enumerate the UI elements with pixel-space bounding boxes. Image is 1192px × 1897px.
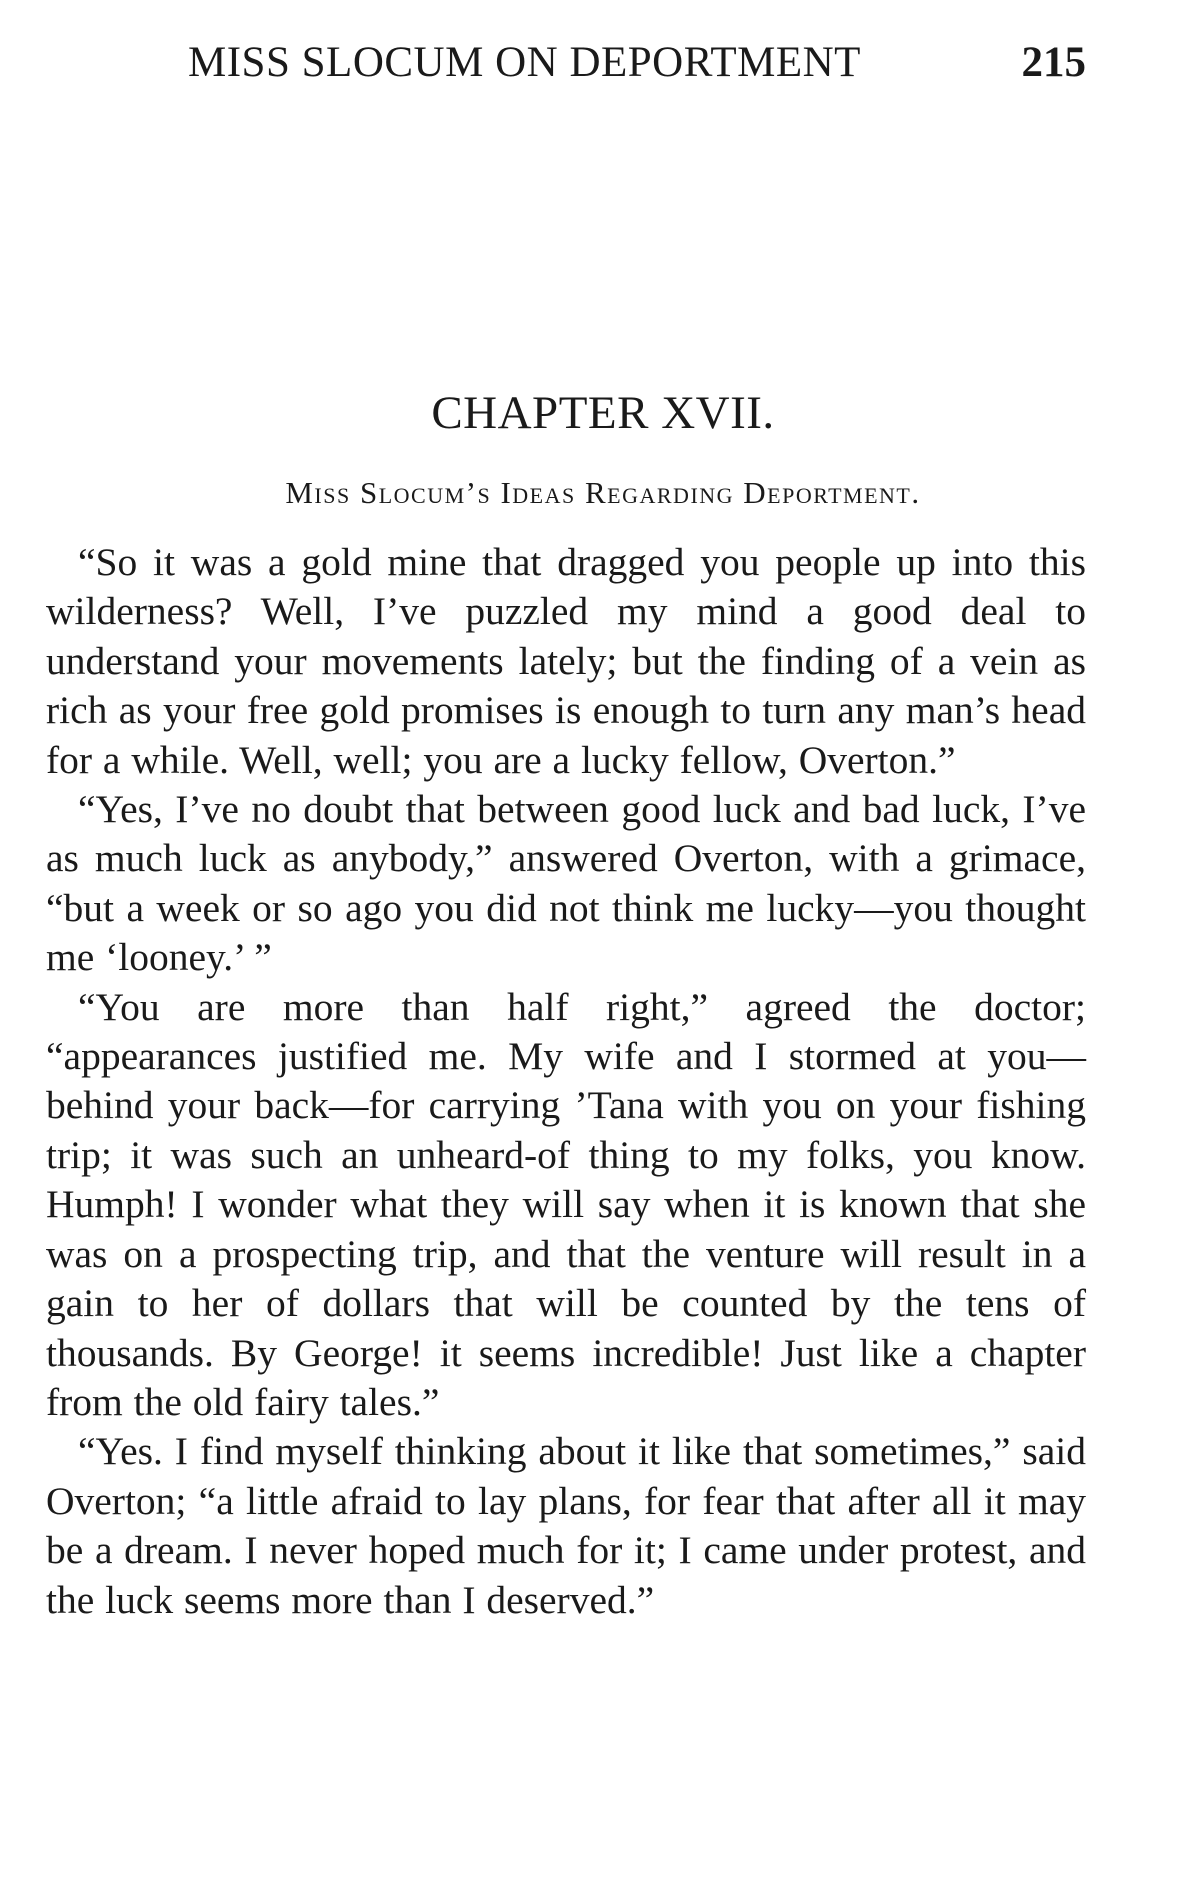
- running-head: [46, 38, 1086, 98]
- page-number: 215: [1021, 39, 1086, 86]
- paragraph: “Yes. I find myself thinking about it like that sometimes,” said Overton; “a little afraid to lay plans, for fear that after all it may be a dream. I never hoped much for it; I came under protest, and the luck seems more than I deserved.”: [46, 1429, 1086, 1622]
- paragraph: “Yes, I’ve no doubt that between good luck and bad luck, I’ve as much luck as anybody,” answered Overton, with a grimace, “but a week or so ago you did not think me lucky—you thought me ‘looney.’ ”: [46, 787, 1086, 980]
- paragraph: “So it was a gold mine that dragged you people up into this wilderness? Well, I’ve puzzled my mind a good deal to understand your movements lately; but the finding of a vein as rich as your free gold promises is enough to turn any man’s head for a while. Well, well; you are a lucky fellow, Overton.”: [46, 540, 1086, 782]
- chapter-subtitle: Miss Slocum’s Ideas Regarding Deportment.: [285, 475, 921, 510]
- chapter-number: CHAPTER XVII.: [431, 387, 775, 439]
- running-title: MISS SLOCUM ON DEPORTMENT: [188, 39, 861, 86]
- paragraph: “You are more than half right,” agreed the doctor; “appearances justified me. My wife and I stormed at you—behind your back—for carrying ’Tana with you on your fishing trip; it was such an unheard-of thing to my folks, you know. Humph! I wonder what they will say when it is known that she was on a prospecting trip, and that the venture will result in a gain to her of dollars that will be counted by the tens of thousands. By George! it seems incredible! Just like a chapter from the old fairy tales.”: [46, 984, 1086, 1424]
- body-text: [46, 538, 1086, 1625]
